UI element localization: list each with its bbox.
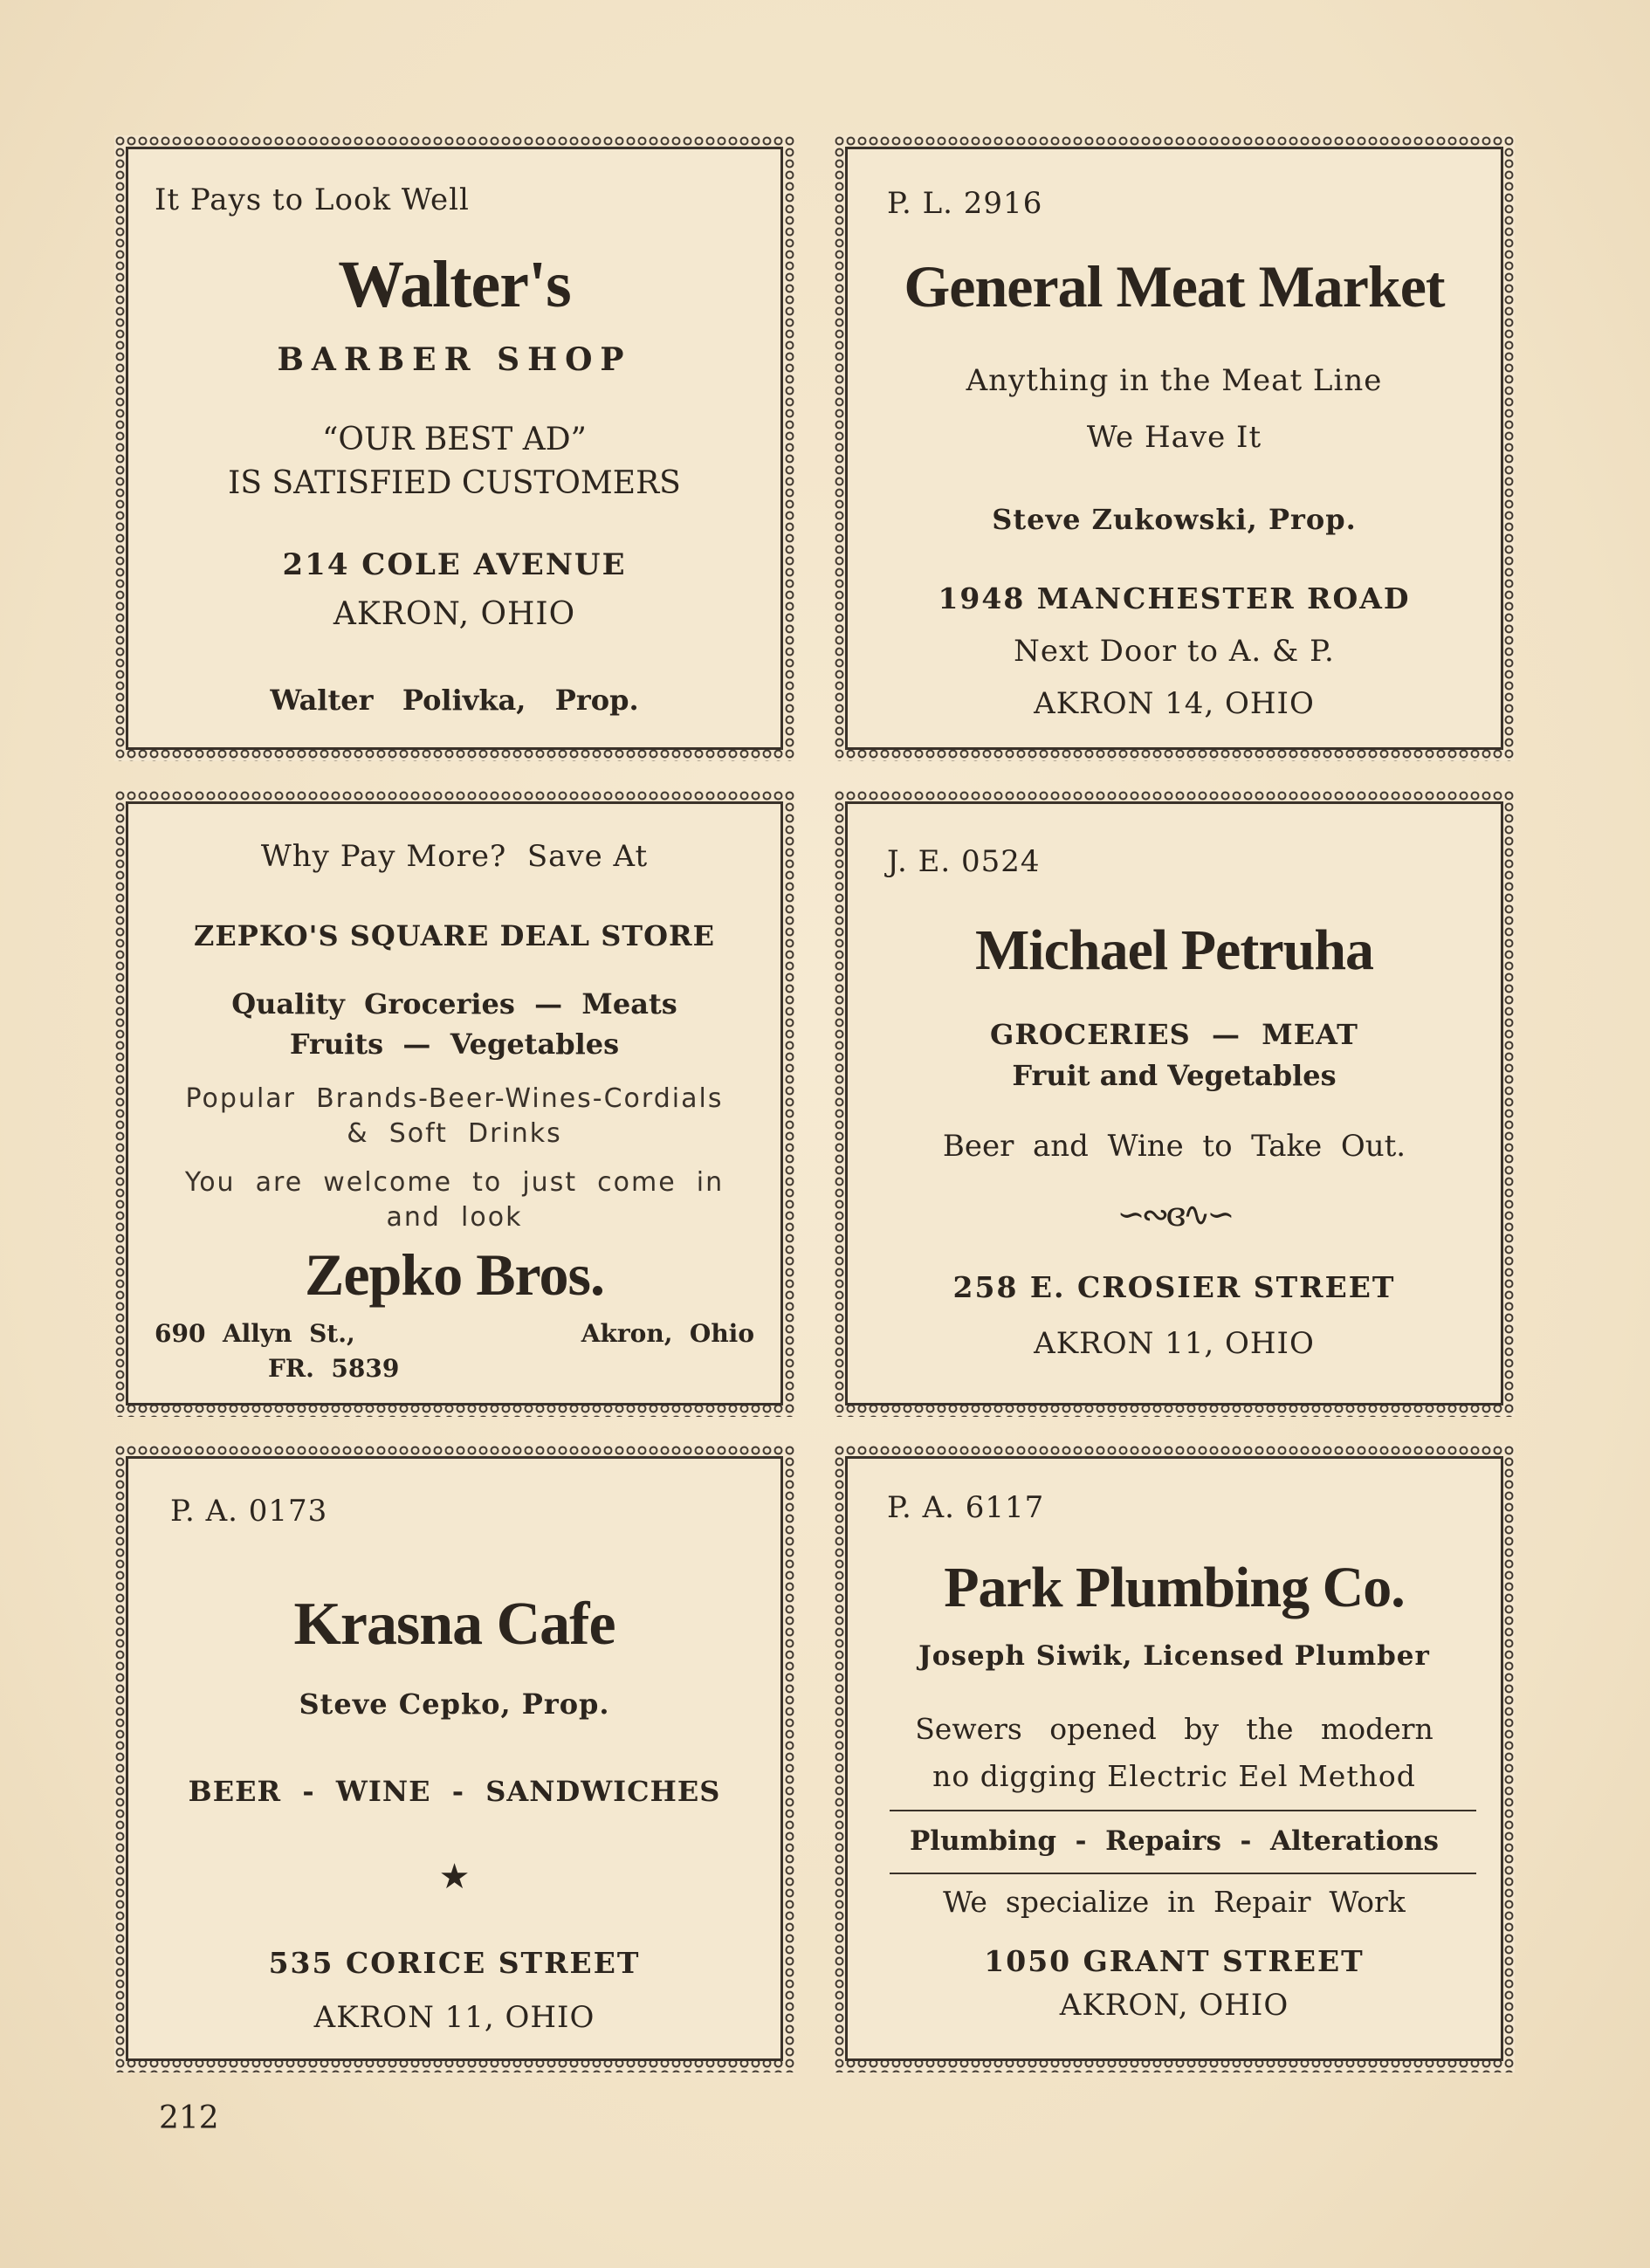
ad-michael-petruha — [834, 790, 1515, 1417]
address: 258 E. CROSIER STREET — [952, 1270, 1396, 1304]
products-line-1: Quality Groceries — Meats — [231, 987, 677, 1021]
specialty: We specialize in Repair Work — [943, 1885, 1406, 1919]
phone-number: P. A. 0173 — [170, 1494, 328, 1529]
phone-number: P. A. 6117 — [887, 1490, 1045, 1525]
address: 1050 GRANT STREET — [984, 1944, 1365, 1978]
ad-walters-barber-shop — [114, 135, 794, 761]
ad-frame — [126, 147, 783, 750]
divider-top — [890, 1810, 1476, 1811]
welcome-line-2: and look — [386, 1202, 523, 1233]
phone-number: J. E. 0524 — [887, 844, 1041, 879]
business-type: BARBER SHOP — [277, 341, 632, 378]
slogan-line-2: We Have It — [1086, 420, 1262, 455]
address: 535 CORICE STREET — [268, 1946, 641, 1980]
plumber-name: Joseph Siwik, Licensed Plumber — [918, 1640, 1430, 1672]
page-number: 212 — [159, 2100, 219, 2136]
menu-items: BEER - WINE - SANDWICHES — [188, 1775, 721, 1808]
ad-frame — [845, 147, 1503, 750]
slogan-line-1: “OUR BEST AD” — [322, 422, 587, 457]
beer-wine-note: Beer and Wine to Take Out. — [942, 1129, 1406, 1164]
city: AKRON, OHIO — [1059, 1988, 1289, 2023]
phone-number: FR. 5839 — [268, 1354, 400, 1383]
ad-frame — [126, 1456, 783, 2061]
slogan-line-2: IS SATISFIED CUSTOMERS — [228, 465, 681, 501]
divider-bottom — [890, 1873, 1476, 1874]
city: AKRON 11, OHIO — [1034, 1326, 1315, 1361]
phone-number: P. L. 2916 — [887, 186, 1043, 221]
proprietor: Walter Polivka, Prop. — [270, 684, 639, 717]
ad-frame — [126, 801, 783, 1405]
services: Plumbing - Repairs - Alterations — [909, 1825, 1440, 1857]
welcome-line-1: You are welcome to just come in — [184, 1167, 725, 1198]
ad-park-plumbing — [834, 1445, 1515, 2072]
ad-zepko-square-deal-store — [114, 790, 794, 1417]
store-name: ZEPKO'S SQUARE DEAL STORE — [194, 919, 715, 952]
address: 690 Allyn St., — [155, 1319, 355, 1348]
slogan-line-1: Anything in the Meat Line — [966, 363, 1383, 398]
address: 1948 MANCHESTER ROAD — [938, 581, 1411, 615]
star-icon: ★ — [438, 1857, 471, 1897]
city: AKRON 14, OHIO — [1034, 686, 1315, 721]
ornament: ∽∾ɞ∿∽ — [1117, 1195, 1232, 1234]
brands-line-2: & Soft Drinks — [347, 1118, 562, 1149]
business-name: Zepko Bros. — [305, 1241, 604, 1308]
products-line-2: Fruit and Vegetables — [1012, 1059, 1337, 1092]
ad-general-meat-market — [834, 135, 1515, 761]
city: AKRON 11, OHIO — [313, 2000, 595, 2035]
sewers-line-2: no digging Electric Eel Method — [932, 1759, 1416, 1793]
location-note: Next Door to A. & P. — [1014, 634, 1335, 669]
business-name: Park Plumbing Co. — [944, 1556, 1405, 1619]
business-name: General Meat Market — [904, 253, 1445, 320]
proprietor: Steve Cepko, Prop. — [299, 1687, 610, 1721]
business-name: Michael Petruha — [974, 918, 1374, 982]
products-line-2: Fruits — Vegetables — [289, 1027, 620, 1061]
products-line-1: GROCERIES — MEAT — [990, 1018, 1358, 1051]
ad-frame — [845, 1456, 1503, 2061]
proprietor: Steve Zukowski, Prop. — [992, 503, 1357, 536]
city: Akron, Ohio — [581, 1319, 754, 1348]
business-name: Walter's — [338, 248, 571, 321]
city: AKRON, OHIO — [333, 596, 576, 632]
tagline: It Pays to Look Well — [155, 182, 470, 217]
ad-frame — [845, 801, 1503, 1405]
tagline: Why Pay More? Save At — [260, 839, 649, 874]
sewers-line-1: Sewers opened by the modern — [915, 1712, 1433, 1746]
address: 214 COLE AVENUE — [282, 547, 627, 582]
business-name: Krasna Cafe — [293, 1591, 615, 1658]
ad-krasna-cafe — [114, 1445, 794, 2072]
brands-line-1: Popular Brands-Beer-Wines-Cordials — [185, 1083, 724, 1114]
